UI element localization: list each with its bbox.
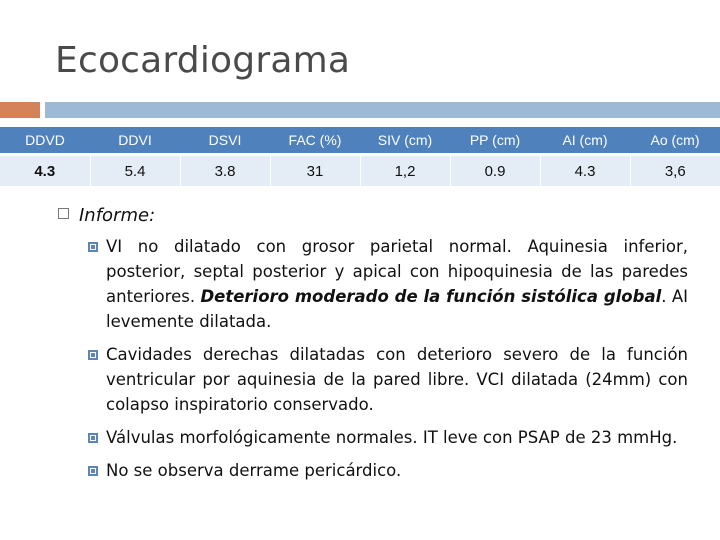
value-siv: 1,2 xyxy=(360,155,450,187)
list-item-text xyxy=(106,234,688,334)
list-item xyxy=(88,458,688,483)
list-item xyxy=(88,342,688,417)
header-siv: SIV (cm) xyxy=(360,127,450,155)
table-header-row xyxy=(0,127,720,155)
report-heading-item xyxy=(58,205,688,226)
list-item xyxy=(88,425,688,450)
header-pp: PP (cm) xyxy=(450,127,540,155)
square-bullet-icon xyxy=(58,208,69,219)
header-fac: FAC (%) xyxy=(270,127,360,155)
finding-text: VI no dilatado con grosor parietal normal. Aquinesia inferior, posterior, septal posterior y apical con hipoquinesia de las paredes anteriores. xyxy=(106,237,688,306)
square-bullet-icon xyxy=(88,433,98,443)
value-ddvd: 4.3 xyxy=(0,155,90,187)
finding-tail: . AI levemente dilatada. xyxy=(106,287,688,331)
value-ao: 3,6 xyxy=(630,155,720,187)
value-dsvi: 3.8 xyxy=(180,155,270,187)
echo-measurements-table xyxy=(0,127,720,186)
list-item-text: Cavidades derechas dilatadas con deterioro severo de la función ventricular por aquinesia de la pared libre. VCI dilatada (24mm) con colapso inspiratorio conservado. xyxy=(106,345,688,414)
header-ai: AI (cm) xyxy=(540,127,630,155)
accent-bar-blue xyxy=(45,102,720,118)
finding-emphasis: Deterioro moderado de la función sistólica global xyxy=(200,287,662,306)
header-ao: Ao (cm) xyxy=(630,127,720,155)
list-item-text: Válvulas morfológicamente normales. IT leve con PSAP de 23 mmHg. xyxy=(106,428,678,447)
header-dsvi: DSVI xyxy=(180,127,270,155)
value-pp: 0.9 xyxy=(450,155,540,187)
report-list xyxy=(58,234,688,483)
list-item-text: No se observa derrame pericárdico. xyxy=(106,461,402,480)
square-bullet-icon xyxy=(88,466,98,476)
header-ddvd: DDVD xyxy=(0,127,90,155)
square-bullet-icon xyxy=(88,242,98,252)
value-fac: 31 xyxy=(270,155,360,187)
header-ddvi: DDVI xyxy=(90,127,180,155)
table-row xyxy=(0,155,720,187)
square-bullet-icon xyxy=(88,350,98,360)
value-ai: 4.3 xyxy=(540,155,630,187)
accent-bar-orange xyxy=(0,102,40,118)
report-heading: Informe: xyxy=(79,205,156,226)
slide-title: Ecocardiograma xyxy=(55,40,351,81)
report-content xyxy=(58,205,688,491)
value-ddvi: 5.4 xyxy=(90,155,180,187)
list-item xyxy=(88,234,688,334)
